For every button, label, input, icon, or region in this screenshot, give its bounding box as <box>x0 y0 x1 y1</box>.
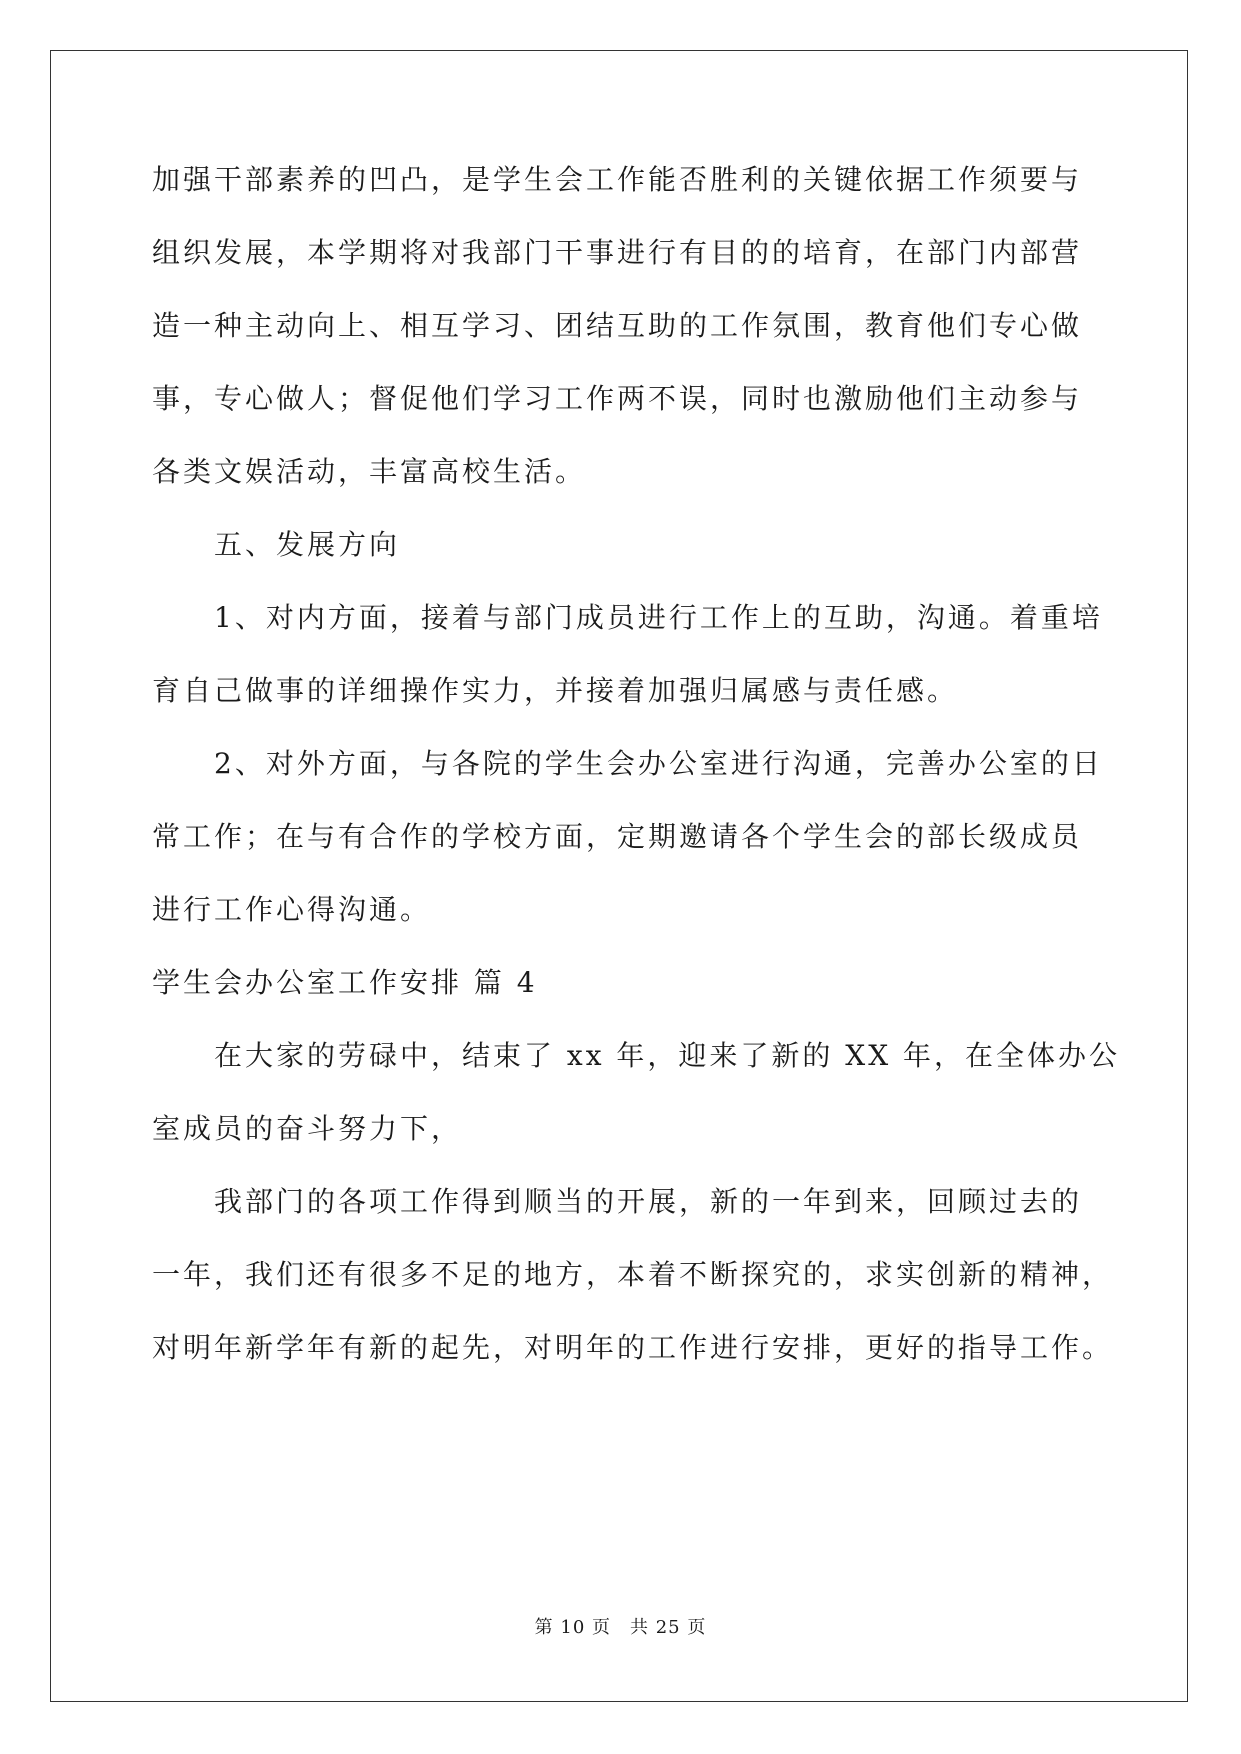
text-line: 一年，我们还有很多不足的地方，本着不断探究的，求实创新的精神， <box>152 1258 1114 1291</box>
text-line: 在大家的劳碌中，结束了 xx 年，迎来了新的 XX 年，在全体办公 <box>214 1039 1121 1072</box>
text-line: 进行工作心得沟通。 <box>152 893 432 926</box>
text-line: 育自己做事的详细操作实力，并接着加强归属感与责任感。 <box>152 674 959 707</box>
text-line: 对明年新学年有新的起先，对明年的工作进行安排，更好的指导工作。 <box>152 1331 1114 1364</box>
text-line: 组织发展，本学期将对我部门干事进行有目的的培育，在部门内部营 <box>152 236 1083 269</box>
text-line: 2、对外方面，与各院的学生会办公室进行沟通，完善办公室的日 <box>214 747 1103 780</box>
text-line: 事，专心做人；督促他们学习工作两不误，同时也激励他们主动参与 <box>152 382 1083 415</box>
text-line: 室成员的奋斗努力下， <box>152 1112 463 1145</box>
text-line: 各类文娱活动，丰富高校生活。 <box>152 455 587 488</box>
section-heading: 五、发展方向 <box>214 528 401 561</box>
text-line: 造一种主动向上、相互学习、团结互助的工作氛围，教育他们专心做 <box>152 309 1083 342</box>
article-title: 学生会办公室工作安排 篇 4 <box>152 966 538 999</box>
page-border <box>50 50 1188 1702</box>
text-line: 加强干部素养的凹凸，是学生会工作能否胜利的关键依据工作须要与 <box>152 163 1083 196</box>
text-line: 1、对内方面，接着与部门成员进行工作上的互助，沟通。着重培 <box>214 601 1103 634</box>
page-number: 第 10 页 共 25 页 <box>534 1617 707 1638</box>
text-line: 常工作；在与有合作的学校方面，定期邀请各个学生会的部长级成员 <box>152 820 1083 853</box>
text-line: 我部门的各项工作得到顺当的开展，新的一年到来，回顾过去的 <box>214 1185 1083 1218</box>
